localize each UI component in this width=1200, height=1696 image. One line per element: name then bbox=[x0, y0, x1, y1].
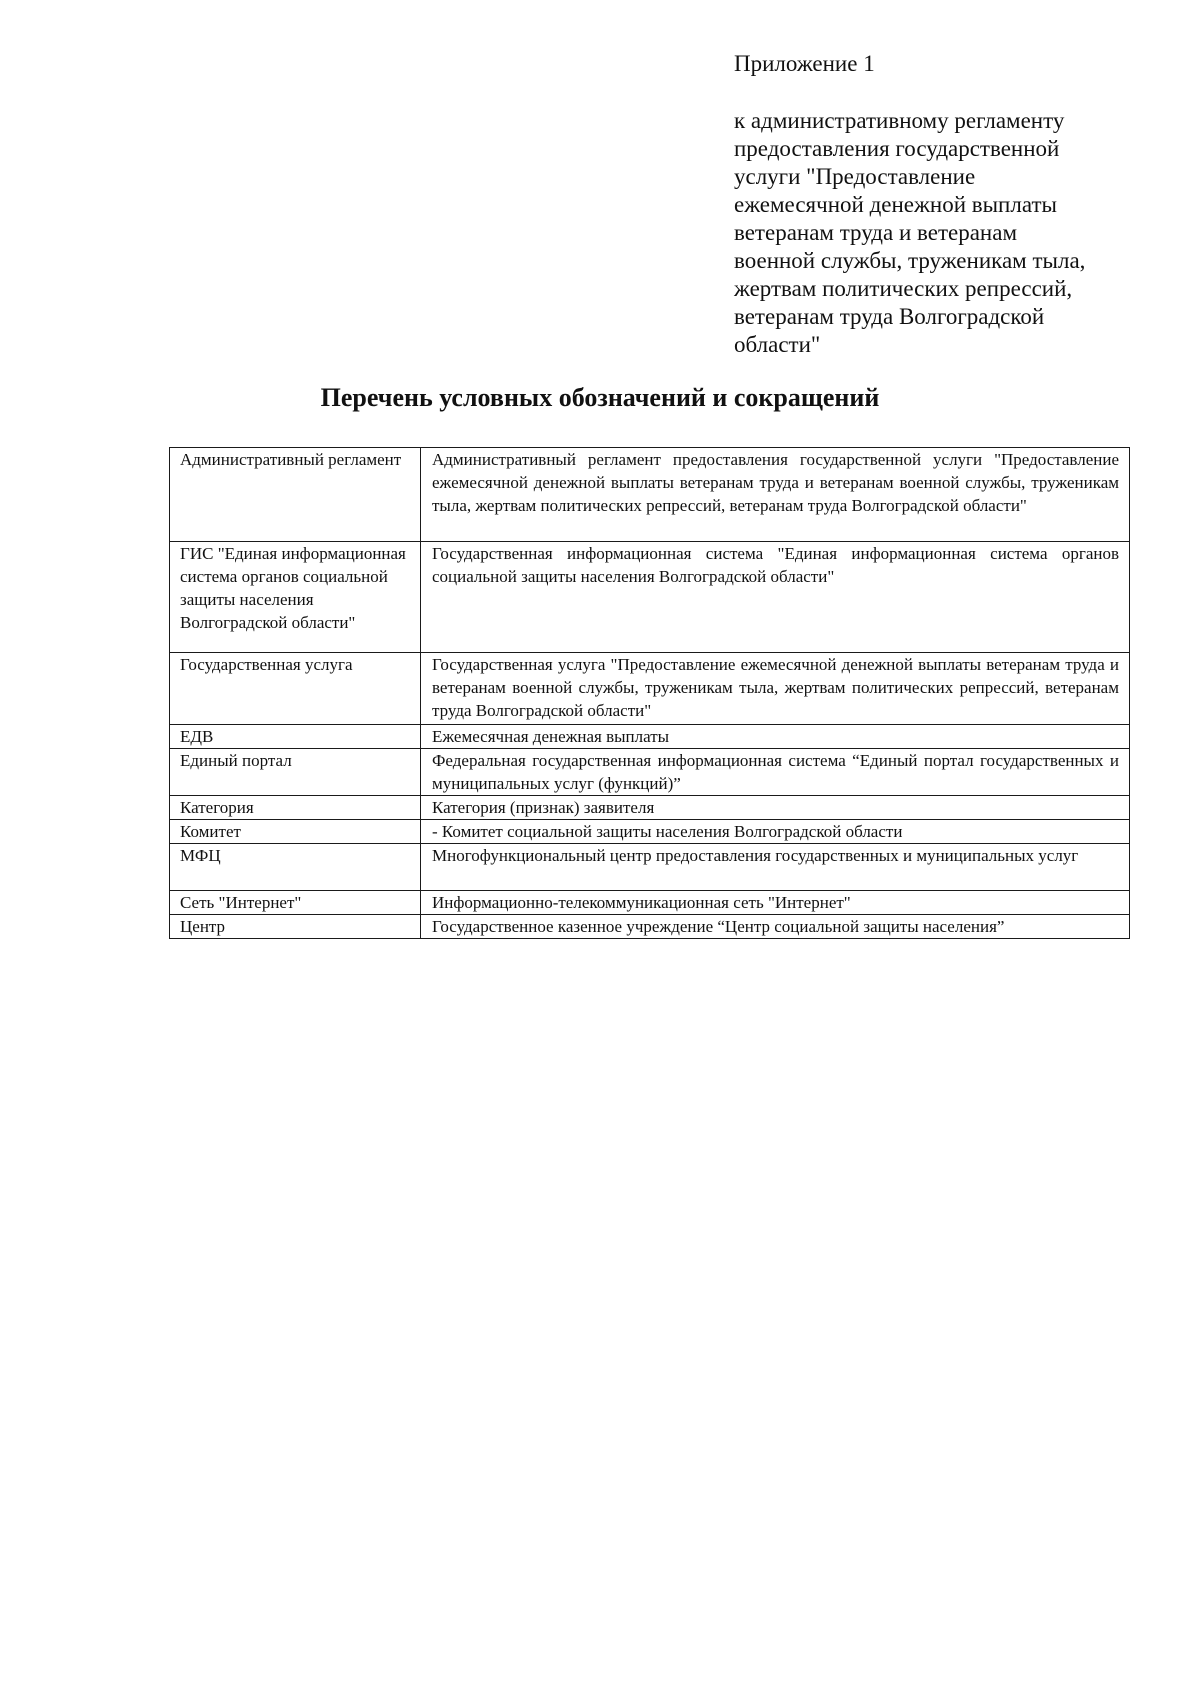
definition-cell: Государственная услуга "Предоставление ежемесячной денежной выплаты ветеранам труда и ветеранам военной службы, труженикам тыла, жертвам политических репрессий, ветеранам труда Волгоградской области" bbox=[421, 653, 1130, 725]
definition-cell: Административный регламент предоставления государственной услуги "Предоставление ежемесячной денежной выплаты ветеранам труда и ветеранам военной службы, труженикам тыла, жертвам политических репрессий, ветеранам труда Волгоградской области" bbox=[421, 448, 1130, 542]
table-row bbox=[170, 653, 1130, 725]
document-title: Перечень условных обозначений и сокращений bbox=[320, 383, 880, 412]
definition-cell: - Комитет социальной защиты населения Волгоградской области bbox=[421, 820, 1130, 844]
term-cell: Категория bbox=[170, 796, 421, 820]
term-cell: Единый портал bbox=[170, 749, 421, 796]
term-cell: Центр bbox=[170, 915, 421, 939]
definition-cell: Многофункциональный центр предоставления государственных и муниципальных услуг bbox=[421, 844, 1130, 891]
definition-cell: Информационно-телекоммуникационная сеть "Интернет" bbox=[421, 891, 1130, 915]
appendix-label: Приложение 1 bbox=[734, 51, 875, 76]
definition-cell: Государственное казенное учреждение “Центр социальной защиты населения” bbox=[421, 915, 1130, 939]
definition-cell: Категория (признак) заявителя bbox=[421, 796, 1130, 820]
definition-cell: Ежемесячная денежная выплаты bbox=[421, 725, 1130, 749]
table-row bbox=[170, 725, 1130, 749]
term-cell: МФЦ bbox=[170, 844, 421, 891]
term-cell: Государственная услуга bbox=[170, 653, 421, 725]
term-cell: ЕДВ bbox=[170, 725, 421, 749]
table-row bbox=[170, 796, 1130, 820]
table-row bbox=[170, 844, 1130, 891]
term-cell: Административный регламент bbox=[170, 448, 421, 542]
definition-cell: Федеральная государственная информационная система “Единый портал государственных и муниципальных услуг (функций)” bbox=[421, 749, 1130, 796]
abbreviations-table bbox=[169, 447, 1130, 939]
term-cell: ГИС "Единая информационная система органов социальной защиты населения Волгоградской области" bbox=[170, 542, 421, 653]
table-row bbox=[170, 915, 1130, 939]
term-cell: Комитет bbox=[170, 820, 421, 844]
table-row bbox=[170, 542, 1130, 653]
table-row bbox=[170, 749, 1130, 796]
definition-cell: Государственная информационная система "Единая информационная система органов социальной защиты населения Волгоградской области" bbox=[421, 542, 1130, 653]
table-row bbox=[170, 820, 1130, 844]
table-row bbox=[170, 448, 1130, 542]
table-row bbox=[170, 891, 1130, 915]
term-cell: Сеть "Интернет" bbox=[170, 891, 421, 915]
appendix-description: к административному регламенту предоставления государственной услуги "Предоставление ежемесячной денежной выплаты ветеранам труда и ветеранам военной службы, труженикам тыла, жертвам политических репрессий, ветеранам труда Волгоградской области" bbox=[734, 108, 1086, 357]
